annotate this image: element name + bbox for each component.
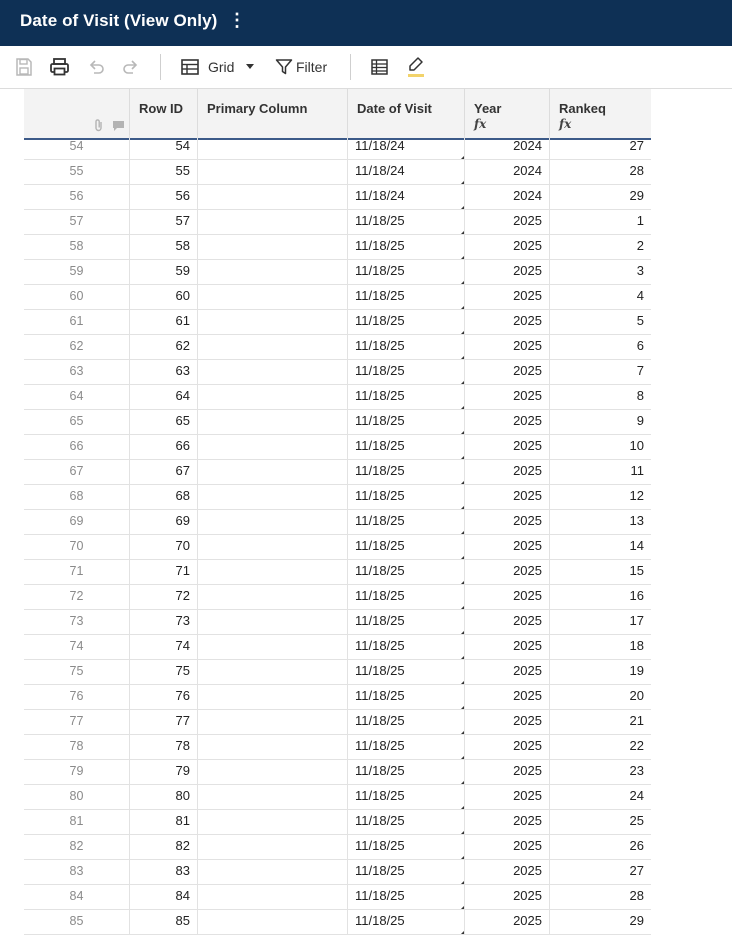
row-number: 65 bbox=[69, 414, 84, 428]
cell-rankeq[interactable]: 24 bbox=[549, 785, 651, 810]
cell-year[interactable]: 2025 bbox=[464, 660, 549, 685]
cell-row-id[interactable]: 75 bbox=[129, 660, 197, 685]
cell-rankeq[interactable]: 19 bbox=[549, 660, 651, 685]
cell-primary-column[interactable] bbox=[197, 385, 347, 410]
cell-primary-column[interactable] bbox=[197, 710, 347, 735]
table-row[interactable] bbox=[24, 210, 651, 235]
cell-date-of-visit[interactable]: 11/18/25 bbox=[347, 360, 464, 385]
cell-date-of-visit[interactable]: 11/18/25 bbox=[347, 910, 464, 935]
cell-primary-column[interactable] bbox=[197, 635, 347, 660]
cell-row-id[interactable]: 63 bbox=[129, 360, 197, 385]
cell-date-of-visit[interactable]: 11/18/25 bbox=[347, 510, 464, 535]
cell-year[interactable]: 2025 bbox=[464, 260, 549, 285]
cell-primary-column[interactable] bbox=[197, 160, 347, 185]
cell-row-id[interactable]: 70 bbox=[129, 535, 197, 560]
cell-primary-column[interactable] bbox=[197, 560, 347, 585]
cell-year[interactable]: 2024 bbox=[464, 135, 549, 160]
cell-date-of-visit[interactable]: 11/18/25 bbox=[347, 460, 464, 485]
cell-primary-column[interactable] bbox=[197, 210, 347, 235]
cell-row-id[interactable]: 62 bbox=[129, 335, 197, 360]
toolbar-divider bbox=[160, 54, 161, 80]
cell-date-of-visit[interactable]: 11/18/25 bbox=[347, 435, 464, 460]
cell-date-of-visit[interactable]: 11/18/25 bbox=[347, 760, 464, 785]
row-number: 82 bbox=[69, 839, 84, 853]
cell-rankeq[interactable]: 14 bbox=[549, 535, 651, 560]
cell-date-of-visit[interactable]: 11/18/25 bbox=[347, 810, 464, 835]
cell-date-of-visit[interactable]: 11/18/25 bbox=[347, 885, 464, 910]
table-row[interactable] bbox=[24, 410, 651, 435]
cell-rankeq[interactable]: 2 bbox=[549, 235, 651, 260]
redo-icon[interactable] bbox=[121, 55, 141, 79]
table-row[interactable] bbox=[24, 335, 651, 360]
table-row[interactable] bbox=[24, 135, 651, 160]
cell-primary-column[interactable] bbox=[197, 660, 347, 685]
table-row[interactable] bbox=[24, 885, 651, 910]
cell-date-of-visit[interactable]: 11/18/25 bbox=[347, 660, 464, 685]
cell-primary-column[interactable] bbox=[197, 785, 347, 810]
row-number: 73 bbox=[69, 614, 84, 628]
cell-rankeq[interactable]: 27 bbox=[549, 135, 651, 160]
row-number: 81 bbox=[69, 814, 84, 828]
cell-date-of-visit[interactable]: 11/18/25 bbox=[347, 210, 464, 235]
cell-date-of-visit[interactable]: 11/18/25 bbox=[347, 385, 464, 410]
table-row[interactable] bbox=[24, 760, 651, 785]
cell-primary-column[interactable] bbox=[197, 510, 347, 535]
cell-primary-column[interactable] bbox=[197, 260, 347, 285]
cell-row-id[interactable]: 68 bbox=[129, 485, 197, 510]
table-row[interactable] bbox=[24, 785, 651, 810]
row-number: 68 bbox=[69, 489, 84, 503]
cell-row-id[interactable]: 69 bbox=[129, 510, 197, 535]
cell-date-of-visit[interactable]: 11/18/25 bbox=[347, 585, 464, 610]
sheet-menu-icon[interactable]: ⋮ bbox=[228, 10, 246, 30]
table-row[interactable] bbox=[24, 660, 651, 685]
cell-primary-column[interactable] bbox=[197, 435, 347, 460]
cell-primary-column[interactable] bbox=[197, 135, 347, 160]
table-row[interactable] bbox=[24, 610, 651, 635]
cell-primary-column[interactable] bbox=[197, 310, 347, 335]
undo-icon[interactable] bbox=[86, 55, 106, 79]
row-number: 77 bbox=[69, 714, 84, 728]
cell-rankeq[interactable]: 1 bbox=[549, 210, 651, 235]
row-number: 83 bbox=[69, 864, 84, 878]
cell-row-id[interactable]: 80 bbox=[129, 785, 197, 810]
row-number: 70 bbox=[69, 539, 84, 553]
table-row[interactable] bbox=[24, 185, 651, 210]
row-number: 69 bbox=[69, 514, 84, 528]
cell-rankeq[interactable]: 3 bbox=[549, 260, 651, 285]
cell-primary-column[interactable] bbox=[197, 235, 347, 260]
row-number: 79 bbox=[69, 764, 84, 778]
cell-date-of-visit[interactable]: 11/18/25 bbox=[347, 285, 464, 310]
cell-row-id[interactable]: 54 bbox=[129, 135, 197, 160]
table-row[interactable] bbox=[24, 860, 651, 885]
cell-row-id[interactable]: 55 bbox=[129, 160, 197, 185]
table-row[interactable] bbox=[24, 910, 651, 935]
cell-row-id[interactable]: 66 bbox=[129, 435, 197, 460]
cell-rankeq[interactable]: 15 bbox=[549, 560, 651, 585]
cell-row-id[interactable]: 78 bbox=[129, 735, 197, 760]
row-number: 66 bbox=[69, 439, 84, 453]
table-row[interactable] bbox=[24, 810, 651, 835]
row-number: 57 bbox=[69, 214, 84, 228]
table-row[interactable] bbox=[24, 710, 651, 735]
cell-date-of-visit[interactable]: 11/18/25 bbox=[347, 835, 464, 860]
cell-year[interactable]: 2025 bbox=[464, 635, 549, 660]
cell-row-id[interactable]: 79 bbox=[129, 760, 197, 785]
cell-rankeq[interactable]: 12 bbox=[549, 485, 651, 510]
cell-rankeq[interactable]: 13 bbox=[549, 510, 651, 535]
cell-row-id[interactable]: 82 bbox=[129, 835, 197, 860]
table-row[interactable] bbox=[24, 360, 651, 385]
cell-date-of-visit[interactable]: 11/18/25 bbox=[347, 235, 464, 260]
table-row[interactable] bbox=[24, 385, 651, 410]
table-row[interactable] bbox=[24, 160, 651, 185]
cell-rankeq[interactable]: 6 bbox=[549, 335, 651, 360]
cell-rankeq[interactable]: 29 bbox=[549, 910, 651, 935]
column-header-row-id[interactable]: Row ID bbox=[129, 89, 197, 138]
sheet-title: Date of Visit (View Only) bbox=[20, 11, 218, 30]
cell-year[interactable]: 2025 bbox=[464, 535, 549, 560]
table-row[interactable] bbox=[24, 285, 651, 310]
cell-year[interactable]: 2025 bbox=[464, 385, 549, 410]
cell-primary-column[interactable] bbox=[197, 860, 347, 885]
cell-date-of-visit[interactable]: 11/18/25 bbox=[347, 310, 464, 335]
cell-date-of-visit[interactable]: 11/18/24 bbox=[347, 160, 464, 185]
cell-row-id[interactable]: 74 bbox=[129, 635, 197, 660]
row-number: 67 bbox=[69, 464, 84, 478]
table-row[interactable] bbox=[24, 835, 651, 860]
cell-rankeq[interactable]: 16 bbox=[549, 585, 651, 610]
cell-primary-column[interactable] bbox=[197, 910, 347, 935]
cell-year[interactable]: 2025 bbox=[464, 785, 549, 810]
cell-year[interactable]: 2024 bbox=[464, 185, 549, 210]
filter-label: Filter bbox=[296, 59, 328, 75]
column-header-primary[interactable]: Primary Column bbox=[197, 89, 347, 138]
cell-row-id[interactable]: 64 bbox=[129, 385, 197, 410]
cell-primary-column[interactable] bbox=[197, 335, 347, 360]
table-row[interactable] bbox=[24, 535, 651, 560]
cell-date-of-visit[interactable]: 11/18/25 bbox=[347, 710, 464, 735]
cell-year[interactable]: 2025 bbox=[464, 410, 549, 435]
card-view-icon[interactable] bbox=[370, 55, 390, 79]
cell-row-id[interactable]: 61 bbox=[129, 310, 197, 335]
table-row[interactable] bbox=[24, 485, 651, 510]
cell-year[interactable]: 2025 bbox=[464, 735, 549, 760]
cell-year[interactable]: 2025 bbox=[464, 235, 549, 260]
row-number: 74 bbox=[69, 639, 84, 653]
row-number: 60 bbox=[69, 289, 84, 303]
cell-row-id[interactable]: 57 bbox=[129, 210, 197, 235]
row-number: 56 bbox=[69, 189, 84, 203]
cell-row-id[interactable]: 77 bbox=[129, 710, 197, 735]
row-number: 76 bbox=[69, 689, 84, 703]
cell-rankeq[interactable]: 28 bbox=[549, 160, 651, 185]
table-row[interactable] bbox=[24, 685, 651, 710]
cell-primary-column[interactable] bbox=[197, 835, 347, 860]
table-row[interactable] bbox=[24, 735, 651, 760]
view-switcher[interactable] bbox=[180, 55, 254, 79]
cell-year[interactable]: 2025 bbox=[464, 710, 549, 735]
cell-primary-column[interactable] bbox=[197, 685, 347, 710]
cell-year[interactable]: 2025 bbox=[464, 360, 549, 385]
cell-primary-column[interactable] bbox=[197, 610, 347, 635]
cell-date-of-visit[interactable]: 11/18/25 bbox=[347, 485, 464, 510]
row-number: 78 bbox=[69, 739, 84, 753]
cell-rankeq[interactable]: 20 bbox=[549, 685, 651, 710]
cell-primary-column[interactable] bbox=[197, 810, 347, 835]
row-number: 54 bbox=[69, 139, 84, 153]
cell-date-of-visit[interactable]: 11/18/25 bbox=[347, 685, 464, 710]
cell-row-id[interactable]: 73 bbox=[129, 610, 197, 635]
table-row[interactable] bbox=[24, 510, 651, 535]
column-header-year[interactable]: Year fx bbox=[464, 89, 549, 138]
dropdown-caret-icon bbox=[246, 64, 254, 70]
cell-rankeq[interactable]: 7 bbox=[549, 360, 651, 385]
cell-row-id[interactable]: 84 bbox=[129, 885, 197, 910]
filter-button[interactable] bbox=[275, 55, 327, 79]
cell-row-id[interactable]: 58 bbox=[129, 235, 197, 260]
cell-primary-column[interactable] bbox=[197, 585, 347, 610]
toolbar bbox=[0, 46, 732, 89]
cell-primary-column[interactable] bbox=[197, 735, 347, 760]
column-header-row bbox=[24, 89, 651, 140]
cell-row-id[interactable]: 83 bbox=[129, 860, 197, 885]
cell-row-id[interactable]: 59 bbox=[129, 260, 197, 285]
cell-primary-column[interactable] bbox=[197, 485, 347, 510]
cell-primary-column[interactable] bbox=[197, 410, 347, 435]
cell-year[interactable]: 2024 bbox=[464, 160, 549, 185]
cell-primary-column[interactable] bbox=[197, 535, 347, 560]
cell-rankeq[interactable]: 4 bbox=[549, 285, 651, 310]
cell-year[interactable]: 2025 bbox=[464, 810, 549, 835]
cell-year[interactable]: 2025 bbox=[464, 685, 549, 710]
cell-rankeq[interactable]: 9 bbox=[549, 410, 651, 435]
cell-rankeq[interactable]: 18 bbox=[549, 635, 651, 660]
cell-year[interactable]: 2025 bbox=[464, 285, 549, 310]
cell-year[interactable]: 2025 bbox=[464, 335, 549, 360]
table-row[interactable] bbox=[24, 435, 651, 460]
column-header-rankeq[interactable]: Rankeq fx bbox=[549, 89, 651, 138]
row-number: 64 bbox=[69, 389, 84, 403]
save-icon[interactable] bbox=[14, 55, 34, 79]
cell-rankeq[interactable]: 25 bbox=[549, 810, 651, 835]
table-row[interactable] bbox=[24, 560, 651, 585]
cell-primary-column[interactable] bbox=[197, 460, 347, 485]
table-row[interactable] bbox=[24, 635, 651, 660]
table-row[interactable] bbox=[24, 460, 651, 485]
cell-year[interactable]: 2025 bbox=[464, 610, 549, 635]
cell-rankeq[interactable]: 21 bbox=[549, 710, 651, 735]
cell-row-id[interactable]: 60 bbox=[129, 285, 197, 310]
cell-date-of-visit[interactable]: 11/18/25 bbox=[347, 410, 464, 435]
cell-rankeq[interactable]: 26 bbox=[549, 835, 651, 860]
cell-row-id[interactable]: 81 bbox=[129, 810, 197, 835]
highlight-icon[interactable] bbox=[406, 55, 426, 79]
row-number: 58 bbox=[69, 239, 84, 253]
cell-rankeq[interactable]: 11 bbox=[549, 460, 651, 485]
formula-icon: fx bbox=[559, 117, 572, 131]
cell-year[interactable]: 2025 bbox=[464, 760, 549, 785]
cell-date-of-visit[interactable]: 11/18/24 bbox=[347, 135, 464, 160]
cell-year[interactable]: 2025 bbox=[464, 860, 549, 885]
row-number: 71 bbox=[69, 564, 84, 578]
row-number: 72 bbox=[69, 589, 84, 603]
cell-rankeq[interactable]: 10 bbox=[549, 435, 651, 460]
row-number: 61 bbox=[69, 314, 84, 328]
cell-row-id[interactable]: 85 bbox=[129, 910, 197, 935]
cell-year[interactable]: 2025 bbox=[464, 485, 549, 510]
row-number: 84 bbox=[69, 889, 84, 903]
cell-rankeq[interactable]: 27 bbox=[549, 860, 651, 885]
cell-row-id[interactable]: 76 bbox=[129, 685, 197, 710]
cell-rankeq[interactable]: 17 bbox=[549, 610, 651, 635]
cell-primary-column[interactable] bbox=[197, 760, 347, 785]
cell-date-of-visit[interactable]: 11/18/24 bbox=[347, 185, 464, 210]
cell-year[interactable]: 2025 bbox=[464, 435, 549, 460]
cell-date-of-visit[interactable]: 11/18/25 bbox=[347, 560, 464, 585]
cell-rankeq[interactable]: 8 bbox=[549, 385, 651, 410]
row-number: 63 bbox=[69, 364, 84, 378]
cell-row-id[interactable]: 56 bbox=[129, 185, 197, 210]
formula-icon: fx bbox=[474, 117, 487, 131]
grid-view-icon bbox=[180, 58, 200, 76]
row-number: 62 bbox=[69, 339, 84, 353]
cell-date-of-visit[interactable]: 11/18/25 bbox=[347, 260, 464, 285]
toolbar-divider bbox=[350, 54, 351, 80]
row-number: 55 bbox=[69, 164, 84, 178]
row-number: 80 bbox=[69, 789, 84, 803]
table-row[interactable] bbox=[24, 310, 651, 335]
cell-primary-column[interactable] bbox=[197, 285, 347, 310]
cell-row-id[interactable]: 72 bbox=[129, 585, 197, 610]
cell-year[interactable]: 2025 bbox=[464, 885, 549, 910]
cell-date-of-visit[interactable]: 11/18/25 bbox=[347, 735, 464, 760]
cell-row-id[interactable]: 65 bbox=[129, 410, 197, 435]
cell-date-of-visit[interactable]: 11/18/25 bbox=[347, 535, 464, 560]
cell-date-of-visit[interactable]: 11/18/25 bbox=[347, 610, 464, 635]
column-header-date-of-visit[interactable]: Date of Visit bbox=[347, 89, 464, 138]
cell-year[interactable]: 2025 bbox=[464, 310, 549, 335]
cell-year[interactable]: 2025 bbox=[464, 210, 549, 235]
cell-year[interactable]: 2025 bbox=[464, 510, 549, 535]
table-row[interactable] bbox=[24, 235, 651, 260]
view-label: Grid bbox=[208, 59, 235, 75]
row-number: 59 bbox=[69, 264, 84, 278]
cell-year[interactable]: 2025 bbox=[464, 560, 549, 585]
cell-rankeq[interactable]: 29 bbox=[549, 185, 651, 210]
table-row[interactable] bbox=[24, 585, 651, 610]
cell-date-of-visit[interactable]: 11/18/25 bbox=[347, 635, 464, 660]
cell-year[interactable]: 2025 bbox=[464, 835, 549, 860]
print-icon[interactable] bbox=[49, 55, 70, 79]
grid bbox=[0, 89, 732, 934]
cell-date-of-visit[interactable]: 11/18/25 bbox=[347, 335, 464, 360]
cell-primary-column[interactable] bbox=[197, 360, 347, 385]
cell-primary-column[interactable] bbox=[197, 885, 347, 910]
cell-year[interactable]: 2025 bbox=[464, 910, 549, 935]
cell-rankeq[interactable]: 5 bbox=[549, 310, 651, 335]
cell-rankeq[interactable]: 28 bbox=[549, 885, 651, 910]
cell-row-id[interactable]: 71 bbox=[129, 560, 197, 585]
cell-rankeq[interactable]: 22 bbox=[549, 735, 651, 760]
cell-year[interactable]: 2025 bbox=[464, 585, 549, 610]
cell-row-id[interactable]: 67 bbox=[129, 460, 197, 485]
cell-year[interactable]: 2025 bbox=[464, 460, 549, 485]
cell-rankeq[interactable]: 23 bbox=[549, 760, 651, 785]
cell-date-of-visit[interactable]: 11/18/25 bbox=[347, 860, 464, 885]
cell-date-of-visit[interactable]: 11/18/25 bbox=[347, 785, 464, 810]
filter-icon bbox=[275, 58, 293, 76]
row-number: 85 bbox=[69, 914, 84, 928]
row-number: 75 bbox=[69, 664, 84, 678]
title-bar bbox=[0, 0, 732, 46]
table-row[interactable] bbox=[24, 260, 651, 285]
cell-primary-column[interactable] bbox=[197, 185, 347, 210]
